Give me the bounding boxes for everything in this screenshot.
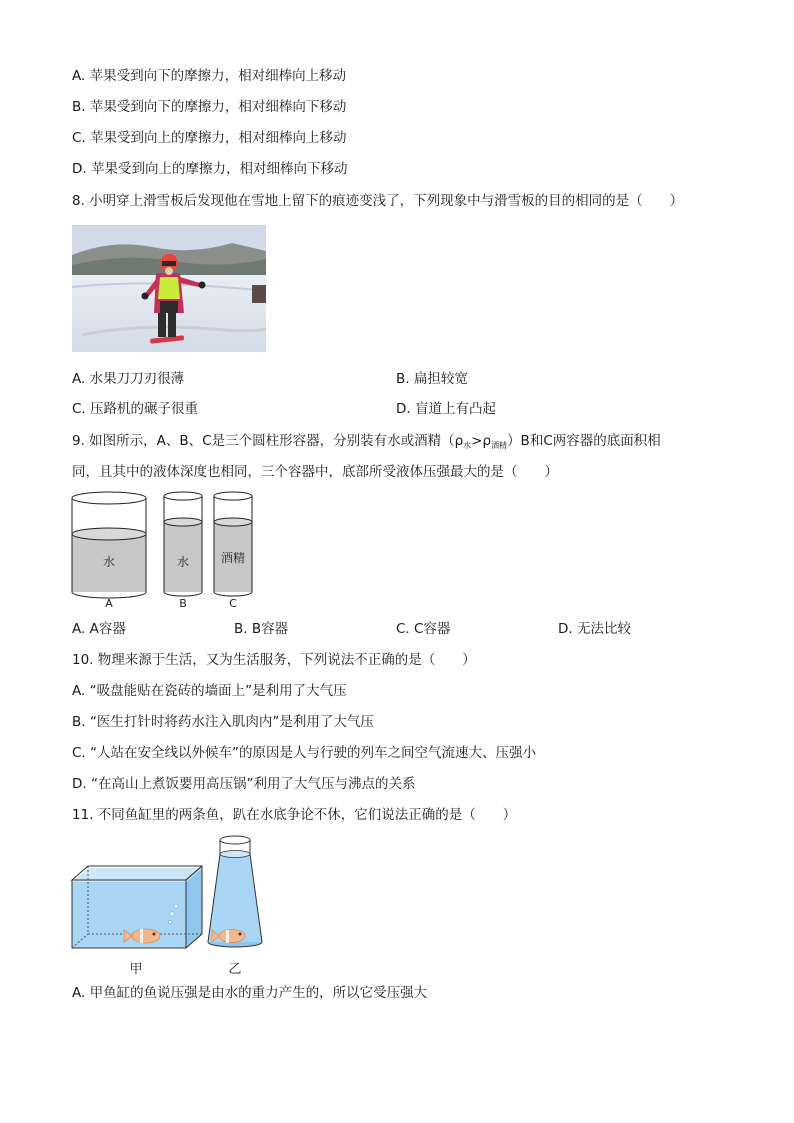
q10-option-c: C. “人站在安全线以外候车”的原因是人与行驶的列车之间空气流速大、压强小 bbox=[72, 745, 536, 761]
q10-option-b: B. “医生打针时将药水注入肌肉内”是利用了大气压 bbox=[72, 714, 374, 730]
q10-option-a: A. “吸盘能贴在瓷砖的墙面上”是利用了大气压 bbox=[72, 683, 347, 699]
snowboarder-photo bbox=[72, 225, 266, 352]
q7-option-a: A. 苹果受到向下的摩擦力，相对细棒向上移动 bbox=[72, 68, 347, 84]
tank-yi bbox=[208, 836, 262, 977]
container-c-liquid-label: 酒精 bbox=[220, 551, 246, 565]
container-figure bbox=[68, 488, 258, 612]
q8-option-a: A. 水果刀刀刃很薄 bbox=[72, 371, 185, 387]
q7-option-b: B. 苹果受到向下的摩擦力，相对细棒向下移动 bbox=[72, 99, 347, 115]
q11-stem: 11. 不同鱼缸里的两条鱼，趴在水底争论不休，它们说法正确的是（ ） bbox=[72, 807, 517, 823]
container-b-label: B bbox=[179, 597, 187, 610]
container-a bbox=[72, 492, 146, 610]
q8-option-b: B. 扁担较宽 bbox=[396, 371, 468, 387]
q9-sub-water: 水 bbox=[463, 441, 472, 450]
container-b bbox=[164, 492, 202, 610]
q11-option-a: A. 甲鱼缸的鱼说压强是由水的重力产生的，所以它受压强大 bbox=[72, 985, 428, 1001]
q10-stem: 10. 物理来源于生活，又为生活服务，下列说法不正确的是（ ） bbox=[72, 652, 476, 668]
fish-tank-figure bbox=[68, 832, 268, 978]
q8-stem: 8. 小明穿上滑雪板后发现他在雪地上留下的痕迹变浅了，下列现象中与滑雪板的目的相同的是（ ） bbox=[72, 193, 684, 209]
q8-option-d: D. 盲道上有凸起 bbox=[396, 401, 496, 417]
q9-option-d: D. 无法比较 bbox=[558, 621, 631, 637]
container-c-label: C bbox=[229, 597, 237, 610]
container-c bbox=[214, 492, 252, 610]
tank-jia-label: 甲 bbox=[129, 962, 143, 977]
q9-option-b: B. B容器 bbox=[234, 621, 289, 637]
container-a-label: A bbox=[105, 597, 113, 610]
tank-yi-label: 乙 bbox=[228, 962, 242, 977]
q9-option-a: A. A容器 bbox=[72, 621, 126, 637]
q8-option-c: C. 压路机的碾子很重 bbox=[72, 401, 199, 417]
q9-sub-alcohol: 酒精 bbox=[491, 441, 508, 450]
q9-stem-line2: 同，且其中的液体深度也相同，三个容器中，底部所受液体压强最大的是（ ） bbox=[72, 464, 558, 480]
tank-jia bbox=[72, 866, 202, 977]
q7-option-c: C. 苹果受到向上的摩擦力，相对细棒向上移动 bbox=[72, 130, 347, 146]
q7-option-d: D. 苹果受到向上的摩擦力，相对细棒向下移动 bbox=[72, 161, 348, 177]
container-b-liquid-label: 水 bbox=[176, 555, 190, 569]
q9-stem-line1: 9. 如图所示，A、B、C是三个圆柱形容器，分别装有水或酒精$(\rho_水>\rho_{酒精})B$和C两容器的底面积相 bbox=[72, 433, 661, 450]
container-a-liquid-label: 水 bbox=[102, 555, 116, 569]
q9-option-c: C. C容器 bbox=[396, 621, 451, 637]
q10-option-d: D. “在高山上煮饭要用高压锅”利用了大气压与沸点的关系 bbox=[72, 776, 416, 792]
